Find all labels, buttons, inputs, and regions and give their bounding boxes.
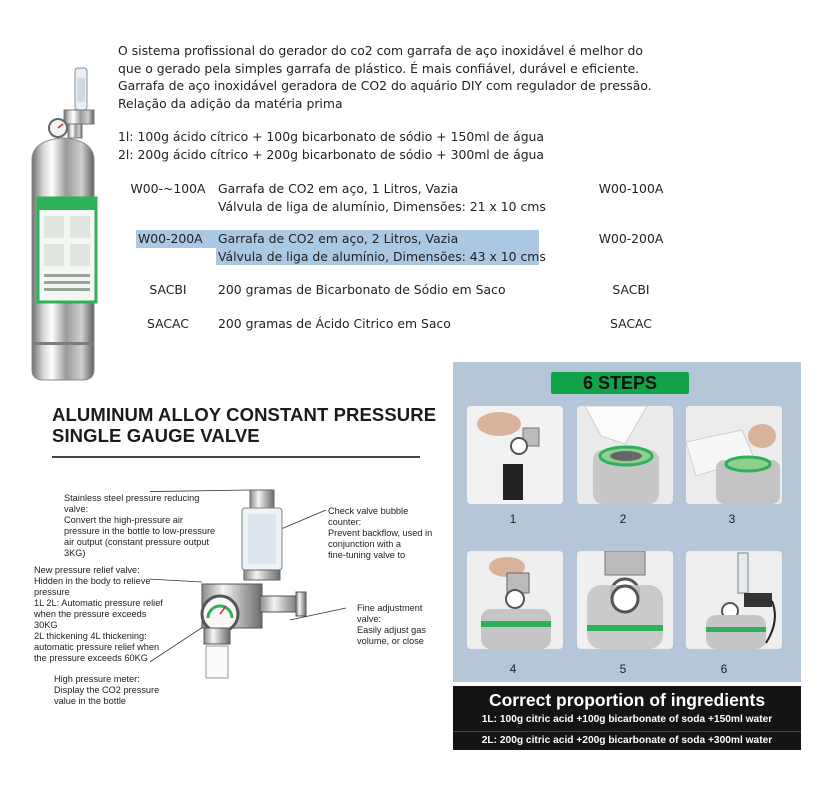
ingredients-line: 2L: 200g citric acid +200g bicarbonate of soda +300ml water [481,735,773,746]
product-ref: W00-100A [598,181,664,196]
product-description: 200 gramas de Bicarbonato de Sódio em Saco [218,282,506,297]
step-image-5 [577,551,673,649]
ratio-line: 2l: 200g ácido cítrico + 200g bicarbonato de sódio + 300ml de água [118,146,545,162]
callout-line: volume, or close [357,636,424,646]
valve-title [52,404,436,446]
step-image-1 [467,406,563,504]
intro-line: O sistema profissional do gerador do co2 com garrafa de aço inoxidável é melhor do [118,43,643,58]
intro-line: Relação da adição da matéria prima [118,95,343,111]
step-image-6 [686,551,782,649]
callout-relief-valve [34,565,163,664]
callout-line: the pressure exceeds 60KG [34,653,148,663]
intro-line: que o gerado pela simples garrafa de plástico. É mais confiável, durável e eficiente. [118,60,640,76]
product-description [218,180,546,215]
step-illustration [686,551,782,649]
step-number: 4 [509,662,517,676]
product-desc-line: Válvula de liga de alumínio, Dimensões: 21 x 10 cms [218,198,546,214]
callout-line: Easily adjust gas [357,625,426,635]
callout-line: 30KG [34,620,58,630]
callout-line: value in the bottle [54,696,127,706]
step-illustration [686,406,782,504]
product-code: SACBI [149,282,187,297]
callout-line: Check valve bubble [328,506,409,516]
callout-fine-adjustment [357,603,426,647]
callout-line: New pressure relief valve: [34,565,140,575]
callout-line: pressure [34,587,70,597]
product-desc-line: Válvula de liga de alumínio, Dimensões: 43 x 10 cms [218,248,546,264]
step-number: 1 [509,512,517,526]
step-number: 6 [720,662,728,676]
product-ref: SACAC [610,316,652,331]
callout-check-valve [328,506,432,561]
callout-line: Prevent backflow, used in [328,528,433,538]
callout-line: when the pressure exceeds [34,609,147,619]
step-illustration [577,406,673,504]
callout-line: 2L thickening 4L thickening: [34,631,147,641]
product-code: W00-200A [136,230,220,248]
step-image-4 [467,551,563,649]
ingredients-title: Correct proportion of ingredients [488,690,766,710]
product-description: 200 gramas de Ácido Citrico em Saco [218,316,451,331]
ratio-line: 1l: 100g ácido cítrico + 100g bicarbonato de sódio + 150ml de água [118,129,545,144]
step-number: 3 [728,512,736,526]
callout-line: counter: [328,517,362,527]
product-description [218,230,546,265]
callout-line: 3KG) [64,548,86,558]
product-ref: W00-200A [598,231,664,246]
callout-line: Fine adjustment [357,603,423,613]
ratio-list [118,128,544,163]
step-image-2 [577,406,673,504]
step-illustration [577,551,673,649]
ingredients-line: 1L: 100g citric acid +100g bicarbonate of soda +150ml water [481,714,773,725]
title-divider [52,456,420,458]
callout-line: Display the CO2 pressure [54,685,160,695]
step-illustration [467,551,563,649]
callout-line: Hidden in the body to relieve [34,576,151,586]
co2-cylinder-image [20,66,106,384]
intro-paragraph [118,42,678,112]
valve-title-line: ALUMINUM ALLOY CONSTANT PRESSURE [52,404,437,425]
callout-line: 1L 2L: Automatic pressure relief [34,598,163,608]
steps-title: 6 STEPS [551,372,689,394]
callout-line: pressure in the bottle to low-pressure [64,526,216,536]
valve-title-line: SINGLE GAUGE VALVE [52,425,260,446]
callout-line: conjunction with a [328,539,402,549]
product-code: SACAC [147,316,189,331]
step-number: 2 [619,512,627,526]
step-number: 5 [619,662,627,676]
step-illustration [467,406,563,504]
intro-line: Garrafa de aço inoxidável geradora de CO2 do aquário DIY com regulador de pressão. [118,78,652,94]
callout-line: automatic pressure relief when [34,642,160,652]
callout-line: High pressure meter: [54,674,140,684]
product-code: W00-~100A [130,181,206,196]
product-desc-line: Garrafa de CO2 em aço, 1 Litros, Vazia [218,181,459,196]
callout-line: valve: [357,614,382,624]
callout-line: valve: [64,504,89,514]
callout-line: fine-tuning valve to [328,550,406,560]
callout-line: air output (constant pressure output [64,537,210,547]
product-ref: SACBI [612,282,650,297]
step-image-3 [686,406,782,504]
callout-pressure-meter [54,674,159,707]
ingredients-divider [453,731,801,732]
callout-line: Stainless steel pressure reducing [64,493,200,503]
callout-reducing-valve [64,493,215,559]
callout-line: Convert the high-pressure air [64,515,183,525]
product-desc-line: Garrafa de CO2 em aço, 2 Litros, Vazia [216,230,539,248]
